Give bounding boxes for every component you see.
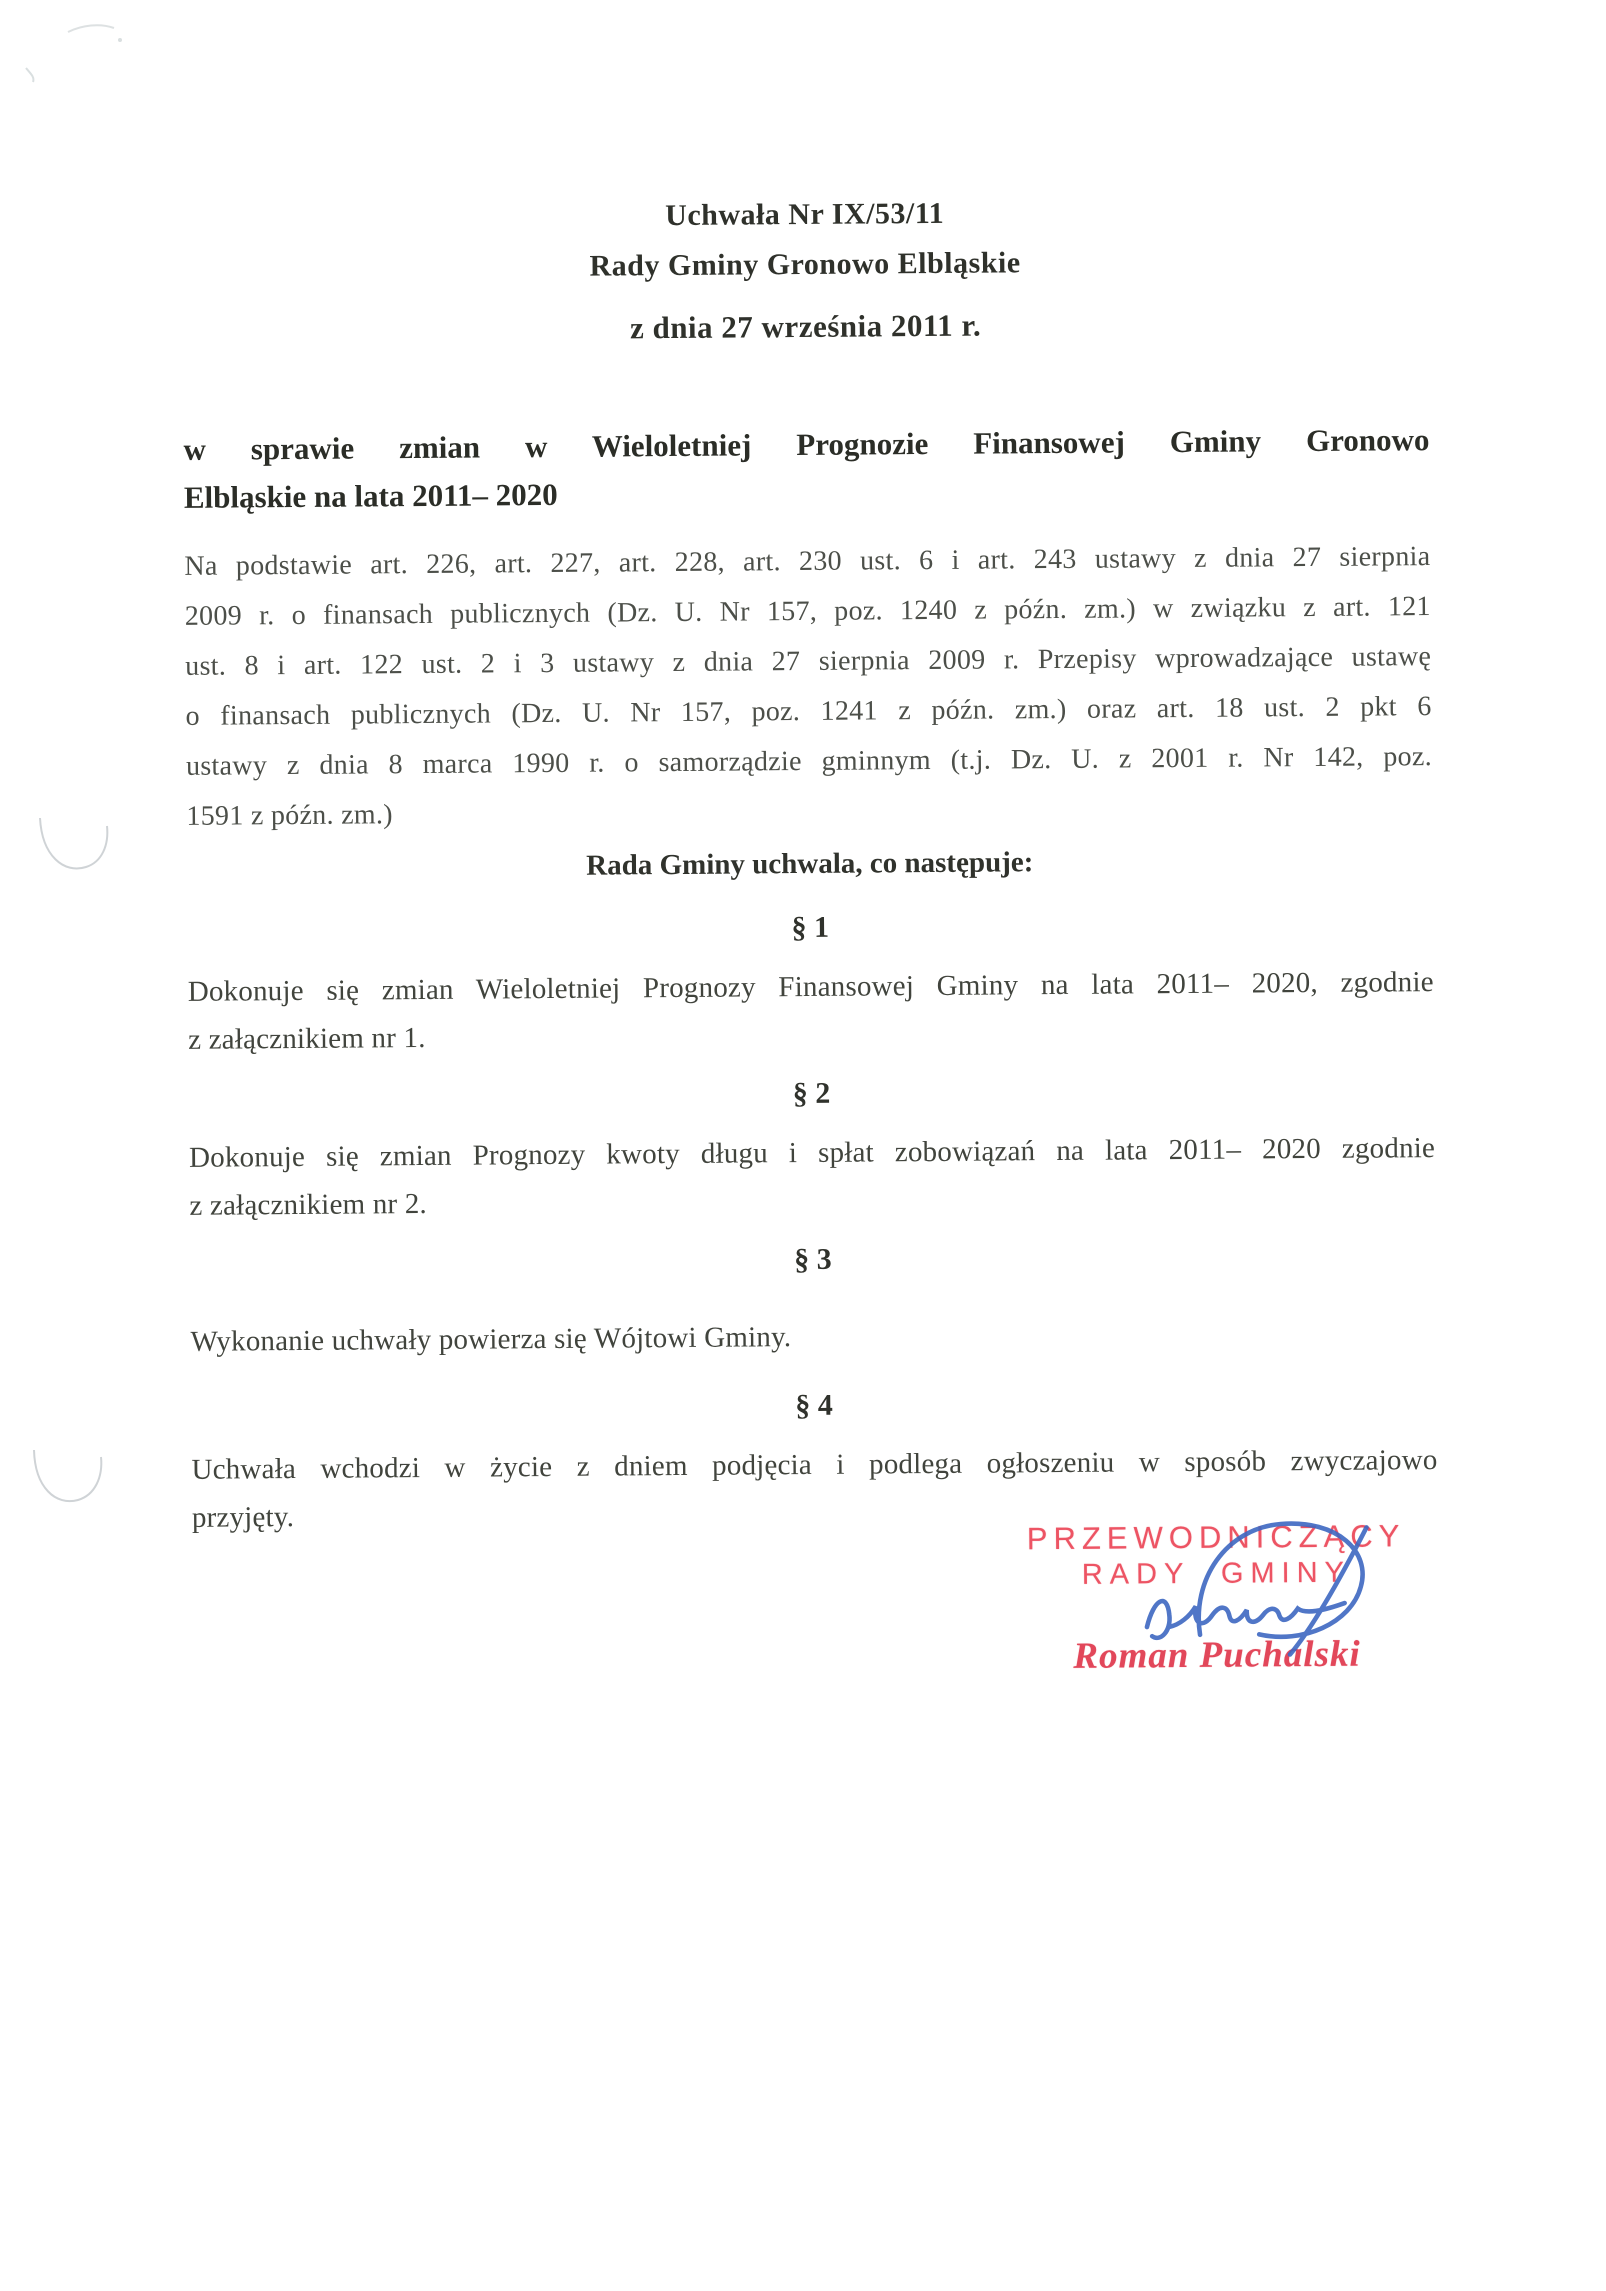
section-text-line: Dokonuje się zmian Wieloletniej Prognozy Finansowej Gminy na lata 2011– 2020, zgodnie bbox=[187, 966, 1434, 1008]
section-4-number: § 4 bbox=[795, 1388, 833, 1423]
section-3-text bbox=[190, 1308, 1436, 1366]
section-text-line: Wykonanie uchwały powierza się Wójtowi Gminy. bbox=[190, 1321, 792, 1358]
signer-name: Roman Puchalski bbox=[1073, 1633, 1361, 1677]
subject-clause bbox=[183, 416, 1430, 522]
resolution-date: z dnia 27 września 2011 r. bbox=[629, 307, 982, 346]
section-text-line: Uchwała wchodzi w życie z dniem podjęcia i podlega ogłoszeniu w sposób zwyczajowo bbox=[191, 1444, 1438, 1486]
section-2-text bbox=[189, 1124, 1436, 1230]
scan-pen-arc-lower-icon bbox=[26, 1442, 118, 1522]
section-text-line: Dokonuje się zmian Prognozy kwoty długu i spłat zobowiązań na lata 2011– 2020 zgodnie bbox=[188, 1132, 1436, 1174]
legal-basis-line: ustawy z dnia 8 marca 1990 r. o samorządzie gminnym (t.j. Dz. U. z 2001 r. Nr 142, poz. bbox=[185, 741, 1433, 782]
resolution-number: Uchwała Nr IX/53/11 bbox=[665, 196, 945, 233]
section-3-number: § 3 bbox=[794, 1242, 832, 1277]
legal-basis-line: 1591 z późn. zm.) bbox=[186, 799, 394, 832]
legal-basis-line: o finansach publicznych (Dz. U. Nr 157, poz. 1241 z późn. zm.) oraz art. 18 ust. 2 pkt 6 bbox=[185, 691, 1432, 732]
section-text-line: z załącznikiem nr 1. bbox=[188, 1021, 426, 1056]
legal-basis-line: ust. 8 i art. 122 ust. 2 i 3 ustawy z dnia 27 sierpnia 2009 r. Przepisy wprowadzające ustawę bbox=[185, 641, 1432, 682]
document-body bbox=[180, 0, 1438, 1677]
section-1-number: § 1 bbox=[791, 910, 830, 945]
legal-basis bbox=[184, 532, 1432, 842]
enacting-clause: Rada Gminy uchwala, co następuje: bbox=[586, 846, 1034, 882]
scan-smudge-topleft-icon bbox=[10, 6, 140, 96]
section-text-line: przyjęty. bbox=[191, 1501, 295, 1534]
subject-line: Elbląskie na lata 2011– 2020 bbox=[183, 476, 558, 515]
issuing-body: Rady Gminy Gronowo Elbląskie bbox=[589, 246, 1021, 283]
legal-basis-line: 2009 r. o finansach publicznych (Dz. U. Nr 157, poz. 1240 z późn. zm.) w związku z art. 121 bbox=[184, 591, 1431, 632]
section-2-number: § 2 bbox=[792, 1076, 831, 1111]
section-text-line: z załącznikiem nr 2. bbox=[189, 1187, 428, 1222]
subject-line: w sprawie zmian w Wieloletniej Prognozie Finansowej Gminy Gronowo bbox=[183, 422, 1430, 467]
section-1-text bbox=[188, 958, 1435, 1064]
scan-pen-arc-upper-icon bbox=[32, 812, 124, 890]
legal-basis-line: Na podstawie art. 226, art. 227, art. 228, art. 230 ust. 6 i art. 243 ustawy z dnia 27 sierpnia bbox=[184, 541, 1431, 582]
signature-block bbox=[1020, 1518, 1413, 1678]
chairman-stamp-line2: RADY GMINY bbox=[1081, 1556, 1352, 1591]
chairman-stamp-line1: PRZEWODNICZĄCY bbox=[1026, 1518, 1406, 1557]
